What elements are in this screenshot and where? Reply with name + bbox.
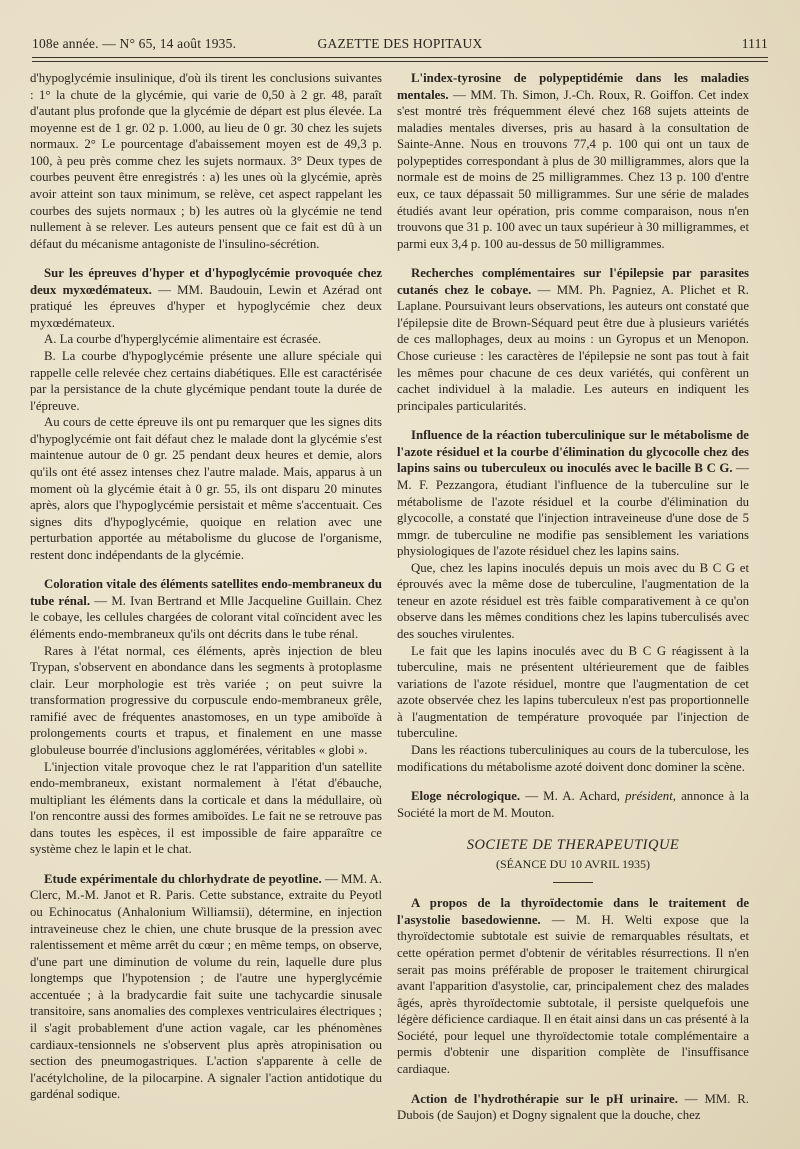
article-index-tyrosine — [397, 70, 749, 252]
issue-info: 108e année. — N° 65, 14 août 1935. — [32, 36, 237, 51]
page-number: 1111 — [741, 36, 768, 51]
paragraph: d'hypoglycémie insulinique, d'où ils tirent les conclusions suivantes : 1° la chute de la glycémie, qui varie de 0,50 à 2 gr. 48, paraît d'autant plus profonde que la glycémie de départ est plus élevée. La moyenne est de 1 gr. 02 p. 1.000, au lieu de 0 gr. 30 chez les sujets normaux. 2° Le pourcentage d'abaissement moyen est de 49,3 p. 100, à peu près comme chez les sujets normaux. 3° Deux types de courbes peuvent être enregistrés : a) les unes où la glycémie, après avoir atteint son taux minimum, se relève, cet aspect rappelant les courbes des sujets normaux ; b) les autres où la glycémie ne tend nullement à se relever. Les auteurs pensent que ce fait est dû à un défaut du mécanisme antagoniste de l'insulino-sécrétion. — [30, 71, 382, 251]
article-text: — MM. A. Clerc, M.-M. Janot et R. Paris. Cette substance, extraite du Peyotl ou Echinocatus (Anhalonium Williamsii), détermine, en injection intraveineuse chez le chien, une chute brusque de la pression avec ralentissement et même arrêt du cœur ; en même temps, on observe, d'une part une diminution de volume du rein, laquelle dure plus longtemps que l'hypotension ; de l'autre une hyperglycémie accentuée ; à la bradycardie fait suite une tachycardie sinusale transitoire, sans anomalies des complexes ventriculaires électriques ; il s'agit probablement d'une action vagale, car les phénomènes cardiaux-tensionnels ne s'observent plus après atropinisation ou section des pneumogastriques. L'action s'apparente à celle de l'acétylcholine, de la pilocarpine. A signaler l'action antidotique du gardénal sodique. — [30, 871, 382, 1102]
paragraph: L'injection vitale provoque chez le rat l'apparition d'un satellite endo-membraneux, existant normalement à l'état d'ébauche, multipliant les éléments dans la corticale et dans la médullaire, où l'on rencontre aussi des formes amiboïdes. Le fait ne se retrouve pas dans toutes les espèces, il est impossible de faire apparaître ce système chez le lapin et le chat. — [30, 759, 382, 857]
article-title: Influence de la réaction tuberculinique sur le métabolisme de l'azote résiduel et la courbe d'élimination du glycocolle chez des lapins sains ou tuberculeux ou inoculés avec le bacille B C G. — [397, 428, 749, 476]
article-text: — MM. Th. Simon, J.-Ch. Roux, R. Goiffon. Cet index s'est montré très fréquemment élevé chez 168 sujets atteints de maladies mentales diverses, pris au hasard à la consultation de Sainte-Anne. Nous en trouvons 77,4 p. 100 qui ont un taux de polypeptides correspondant à plus de 30 milligrammes, alors que la normale est de moins de 25 milligrammes. Chez 13 p. 100 d'entre eux, ce taux dépassait 50 milligrammes. Sur une série de malades étudiés avant leur opération, pris comme comparaison, nous n'en trouvons que 31 p. 100 avec un taux supérieur à 30 milligrammes, et parmi eux 3,4 p. 100 au-dessus de 50 milligrammes. — [397, 87, 749, 251]
article-text: — M. H. Welti expose que la thyroïdectomie subtotale est suivie de remarquables résultats, et cette opération permet d'obtenir de véritables résurrections. Il n'en serait pas moins préférable de proposer le traitement chirurgical avant l'apparition d'asystolie, car, principalement chez des malades âgés, après thyroïdectomie subtotale, il persiste quelquefois une légère déficience cardiaque. Il en était ainsi dans un cas présenté à la Société, pour lequel une thyroïdectomie totale complémentaire a permis d'obtenir une disparition complète de l'insuffisance cardiaque. — [397, 912, 749, 1076]
article-text: — MM. Baudouin, Lewin et Azérad ont pratiqué les épreuves d'hyper et hypoglycémie chez deux myxœdémateux. — [30, 282, 382, 330]
paragraph: A. La courbe d'hyperglycémie alimentaire est écrasée. — [44, 332, 322, 347]
paragraph: Que, chez les lapins inoculés depuis un mois avec du B C G et éprouvés avec la même dose de tuberculine, l'augmentation de la teneur en azote résiduel est très faible comparativement à ce qu'on observe dans les mêmes conditions chez les lapins tuberculisés avec des souches virulentes. — [397, 560, 749, 641]
header-rule-thin — [32, 61, 768, 62]
article-title: L'index-tyrosine de polypeptidémie dans les maladies mentales. — [397, 71, 749, 102]
running-header — [32, 36, 768, 56]
article-title: A propos de la thyroïdectomie dans le traitement de l'asystolie basedowienne. — [397, 896, 749, 927]
article-hydrotherapie — [397, 1091, 749, 1124]
article-eloge — [397, 788, 749, 821]
right-column — [397, 70, 749, 1124]
article-title: Sur les épreuves d'hyper et d'hypoglycémie provoquée chez deux myxœdémateux. — [30, 266, 382, 297]
article-coloration — [30, 576, 382, 642]
emphasis: président — [625, 789, 673, 804]
paragraph: Dans les réactions tuberculiniques au cours de la tuberculose, les modifications du métabolisme azoté doivent donc dominer la scène. — [397, 742, 749, 774]
article-text: , annonce à la Société la mort de M. Mouton. — [397, 789, 749, 820]
article-title: Coloration vitale des éléments satellites endo-membraneux du tube rénal. — [30, 577, 382, 608]
article-title: Recherches complémentaires sur l'épilepsie par parasites cutanés chez le cobaye. — [397, 266, 749, 297]
paragraph: B. La courbe d'hypoglycémie présente une allure spéciale qui rappelle celle relevée chez certains diabétiques. Elle est caractérisée par la persistance de la chute glycémique pendant toute la durée de l'épreuve. — [30, 349, 382, 413]
header-rule — [32, 57, 768, 58]
article-text: — MM. R. Dubois (de Saujon) et Dogny signalent que la douche, chez — [397, 1091, 749, 1123]
article-hypoglycemie — [30, 265, 382, 331]
left-column — [30, 70, 382, 1103]
paragraph: Au cours de cette épreuve ils ont pu remarquer que les signes dits d'hypoglycémie ont fait défaut chez le malade dont la glycémie s'est maintenue autour de 0 gr. 25 pendant deux heures et demie, alors qu'ils ont été assez intenses chez l'autre malade. Mais, apparus à un moment où la glycémie était à 0 gr. 55, ils ont disparu 20 minutes après, alors que l'hypoglycémie persistait et même s'accentuait. Ces signes dits d'hypoglycémie, quoique en relation avec une perturbation apportée au métabolisme du glucose de l'organisme, restent donc indépendants de la glycémie. — [30, 415, 382, 562]
session-date: (SÉANCE DU 10 AVRIL 1935) — [495, 856, 650, 871]
article-text: — M. F. Pezzangora, étudiant l'influence de la tuberculine sur le métabolisme de l'azote résiduel et la courbe d'élimination du glycocolle, a constaté que l'injection intraveineuse d'une dose de 5 mmgr. de tuberculine ne modifie pas sensiblement les variations physiologiques de l'azote résiduel chez les lapins sains. — [397, 461, 749, 559]
article-epilepsie — [397, 265, 749, 414]
article-peyotline — [30, 871, 382, 1103]
paragraph: Le fait que les lapins inoculés avec du B C G réagissent à la tuberculine, mais ne présentent ultérieurement que de faibles variations de l'azote résiduel, montre que l'augmentation de cet azote observée chez les lapins tuberculeux n'est pas proportionnelle à l'augmentation de température provoquée par l'injection de tuberculine. — [397, 643, 749, 741]
section-heading: SOCIETE DE THERAPEUTIQUE — [466, 837, 680, 854]
article-text: — M. Ivan Bertrand et Mlle Jacqueline Guillain. Chez le cobaye, les cellules chargées de colorant vital coïncident avec les éléments endo-membraneux qu'ils ont décrits dans le tube rénal. — [30, 593, 382, 641]
article-tuberculine — [397, 427, 749, 560]
article-text: — M. A. Achard, — [520, 789, 626, 804]
journal-title: GAZETTE DES HOPITAUX — [317, 36, 483, 51]
article-title: Action de l'hydrothérapie sur le pH urinaire. — [411, 1091, 678, 1106]
paragraph: Rares à l'état normal, ces éléments, après injection de bleu Trypan, s'observent en abondance dans les segments à protoplasme clair. Leur morphologie est très variée ; on peut suivre la transformation progressive du corpuscule endo-membraneux grêle, ramifié avec de fréquentes anastomoses, en un type amiboïde à prolongements courts et trapus, et finalement en une masse globuleuse bourrée d'inclusions agglomérées, véritables « globi ». — [30, 643, 382, 757]
article-title: Eloge nécrologique. — [411, 789, 521, 804]
article-thyroidectomie — [397, 895, 749, 1077]
section-divider — [553, 882, 593, 883]
article-text: — MM. Ph. Pagniez, A. Plichet et R. Laplane. Poursuivant leurs observations, les auteurs ont constaté que l'épilepsie dite de Brown-Séquard peut être due à plusieurs variétés de ces mallophages, deux au moins : un Gyropus et un Menopon. Chose curieuse : les caractères de l'épilepsie ne sont pas tout à fait les mêmes pour chacune de ces deux variétés, qui confèrent un cachet individuel à la maladie. Les auteurs en indiquent les principales particularités. — [397, 282, 749, 413]
article-title: Etude expérimentale du chlorhydrate de peyotline. — [44, 871, 322, 886]
